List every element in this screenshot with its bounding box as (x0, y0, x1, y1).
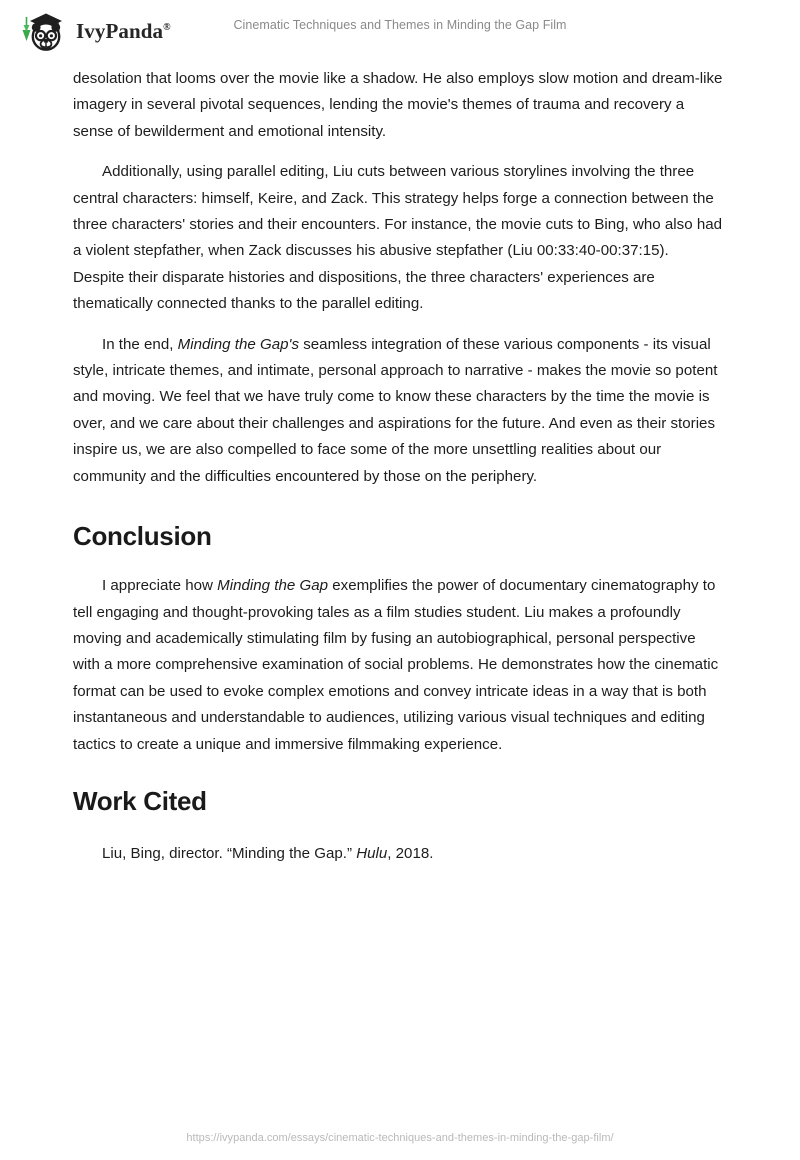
registered-mark: ® (163, 21, 171, 33)
brand-logo-link[interactable] (16, 8, 171, 54)
source-url[interactable]: https://ivypanda.com/essays/cinematic-techniques-and-themes-in-minding-the-gap-film/ (186, 1132, 614, 1144)
conclusion-paragraph (73, 573, 723, 758)
para-desolation (73, 66, 723, 145)
text-run: seamless integration of these various components - its visual style, intricate themes, and intimate, personal approach to narrative - makes the movie so potent and moving. We feel that we have truly come to know these characters by the time the movie is over, and we care about their challenges and aspirations for the future. And even as their stories inspire us, we are also compelled to face some of the more unsettling realities about our community and the difficulties encountered by those on the periphery. (73, 335, 718, 485)
italic-title-run: Minding the Gap's (177, 335, 300, 353)
article-body (73, 66, 723, 882)
para-in-the-end (73, 332, 723, 490)
text-run: , 2018. (387, 844, 434, 862)
text-run: Additionally, using parallel editing, Liu cuts between various storylines involving the three central characters: himself, Keire, and Zack. This strategy helps forge a connection between the three characters' stories and their encounters. For instance, the movie cuts to Bing, who also had a violent stepfather, when Zack discusses his abusive stepfather (Liu 00:33:40-00:37:15). Despite their disparate histories and dispositions, the three characters' experiences are thematically connected thanks to the parallel editing. (73, 163, 723, 313)
text-run: exemplifies the power of documentary cinematography to tell engaging and thought-provoking tales as a film studies student. Liu makes a profoundly moving and academically stimulating film by fusing an autobiographical, personal perspective with a more comprehensive examination of social problems. He demonstrates how the cinematic format can be used to evoke complex emotions and convey intricate ideas in a way that is both instantaneous and understandable to audiences, utilizing various visual techniques and editing tactics to create a unique and immersive filmmaking experience. (73, 577, 719, 753)
heading-work-cited: Work Cited (73, 785, 207, 816)
italic-title-run: Minding the Gap (217, 577, 329, 595)
brand-wordmark (76, 19, 171, 44)
citation-entry (73, 841, 723, 867)
document-title-header: Cinematic Techniques and Themes in Minding the Gap Film (233, 18, 567, 32)
text-run: I appreciate how (102, 577, 218, 595)
text-run: In the end, (102, 335, 178, 353)
text-run: Liu, Bing, director. “Minding the Gap.” (102, 844, 357, 862)
text-run: desolation that looms over the movie like a shadow. He also employs slow motion and dream-like imagery in several pivotal sequences, lending the movie's themes of trauma and recovery a sense of bewilderment and emotional intensity. (73, 70, 723, 140)
italic-title-run: Hulu (356, 844, 388, 862)
paragraph-container (73, 66, 723, 490)
page-header (0, 0, 800, 62)
panda-graduate-logo-icon (16, 8, 74, 54)
page-footer (0, 1128, 800, 1146)
para-parallel-editing (73, 159, 723, 317)
brand-name-text: IvyPanda (76, 18, 164, 43)
heading-conclusion: Conclusion (73, 521, 212, 552)
